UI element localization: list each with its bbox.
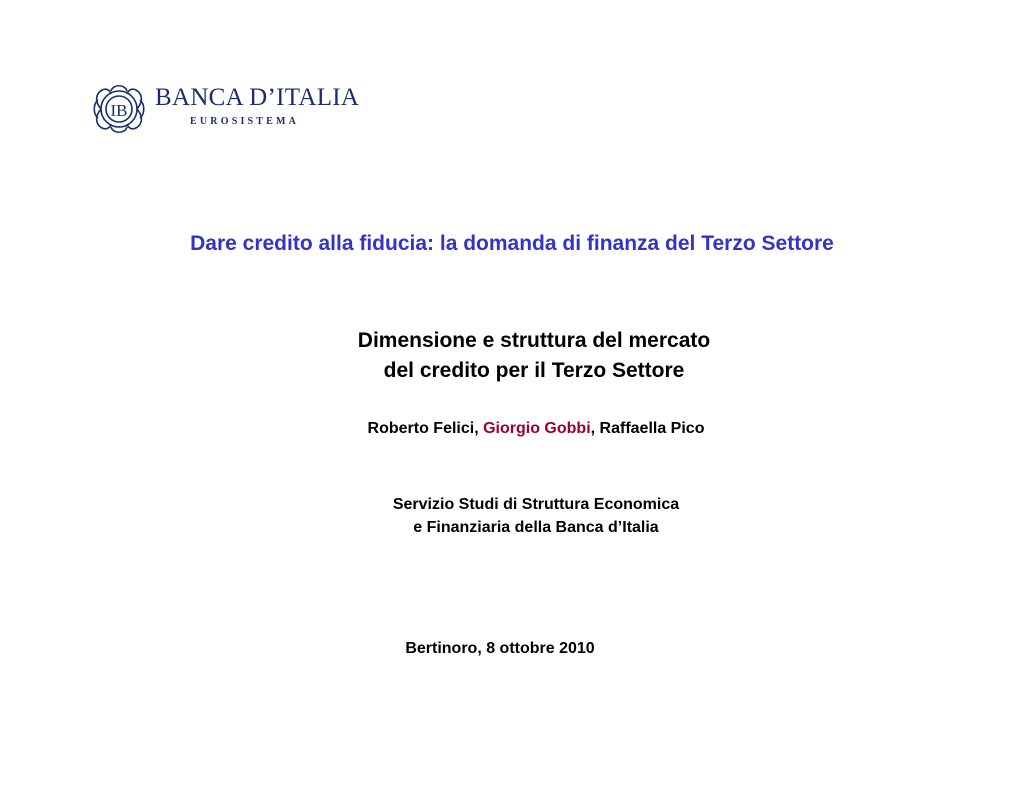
logo-monogram: IB [110, 101, 128, 120]
author-gobbi: Giorgio Gobbi [483, 420, 591, 437]
logo-bank-name: BANCA D’ITALIA [155, 84, 360, 111]
service-line-2: e Finanziaria della Banca d’Italia [413, 519, 659, 536]
author-separator-1: , [474, 420, 484, 437]
author-pico: Raffaella Pico [599, 420, 705, 437]
subtitle-line-2: del credito per il Terzo Settore [383, 359, 685, 382]
logo-subtitle: EUROSISTEMA [190, 116, 300, 127]
subtitle-line-1: Dimensione e struttura del mercato [357, 329, 711, 352]
place-date: Bertinoro, 8 ottobre 2010 [405, 640, 595, 657]
authors-line [286, 420, 786, 438]
author-felici: Roberto Felici [367, 420, 475, 437]
service-line-1: Servizio Studi di Struttura Economica [392, 496, 680, 513]
bank-logo [92, 80, 360, 140]
presentation-subtitle [324, 326, 744, 386]
author-separator-2: , [590, 420, 600, 437]
presentation-title: Dare credito alla fiducia: la domanda di finanza del Terzo Settore [190, 232, 834, 255]
service-affiliation [286, 493, 786, 539]
banca-italia-emblem-icon [92, 80, 146, 138]
